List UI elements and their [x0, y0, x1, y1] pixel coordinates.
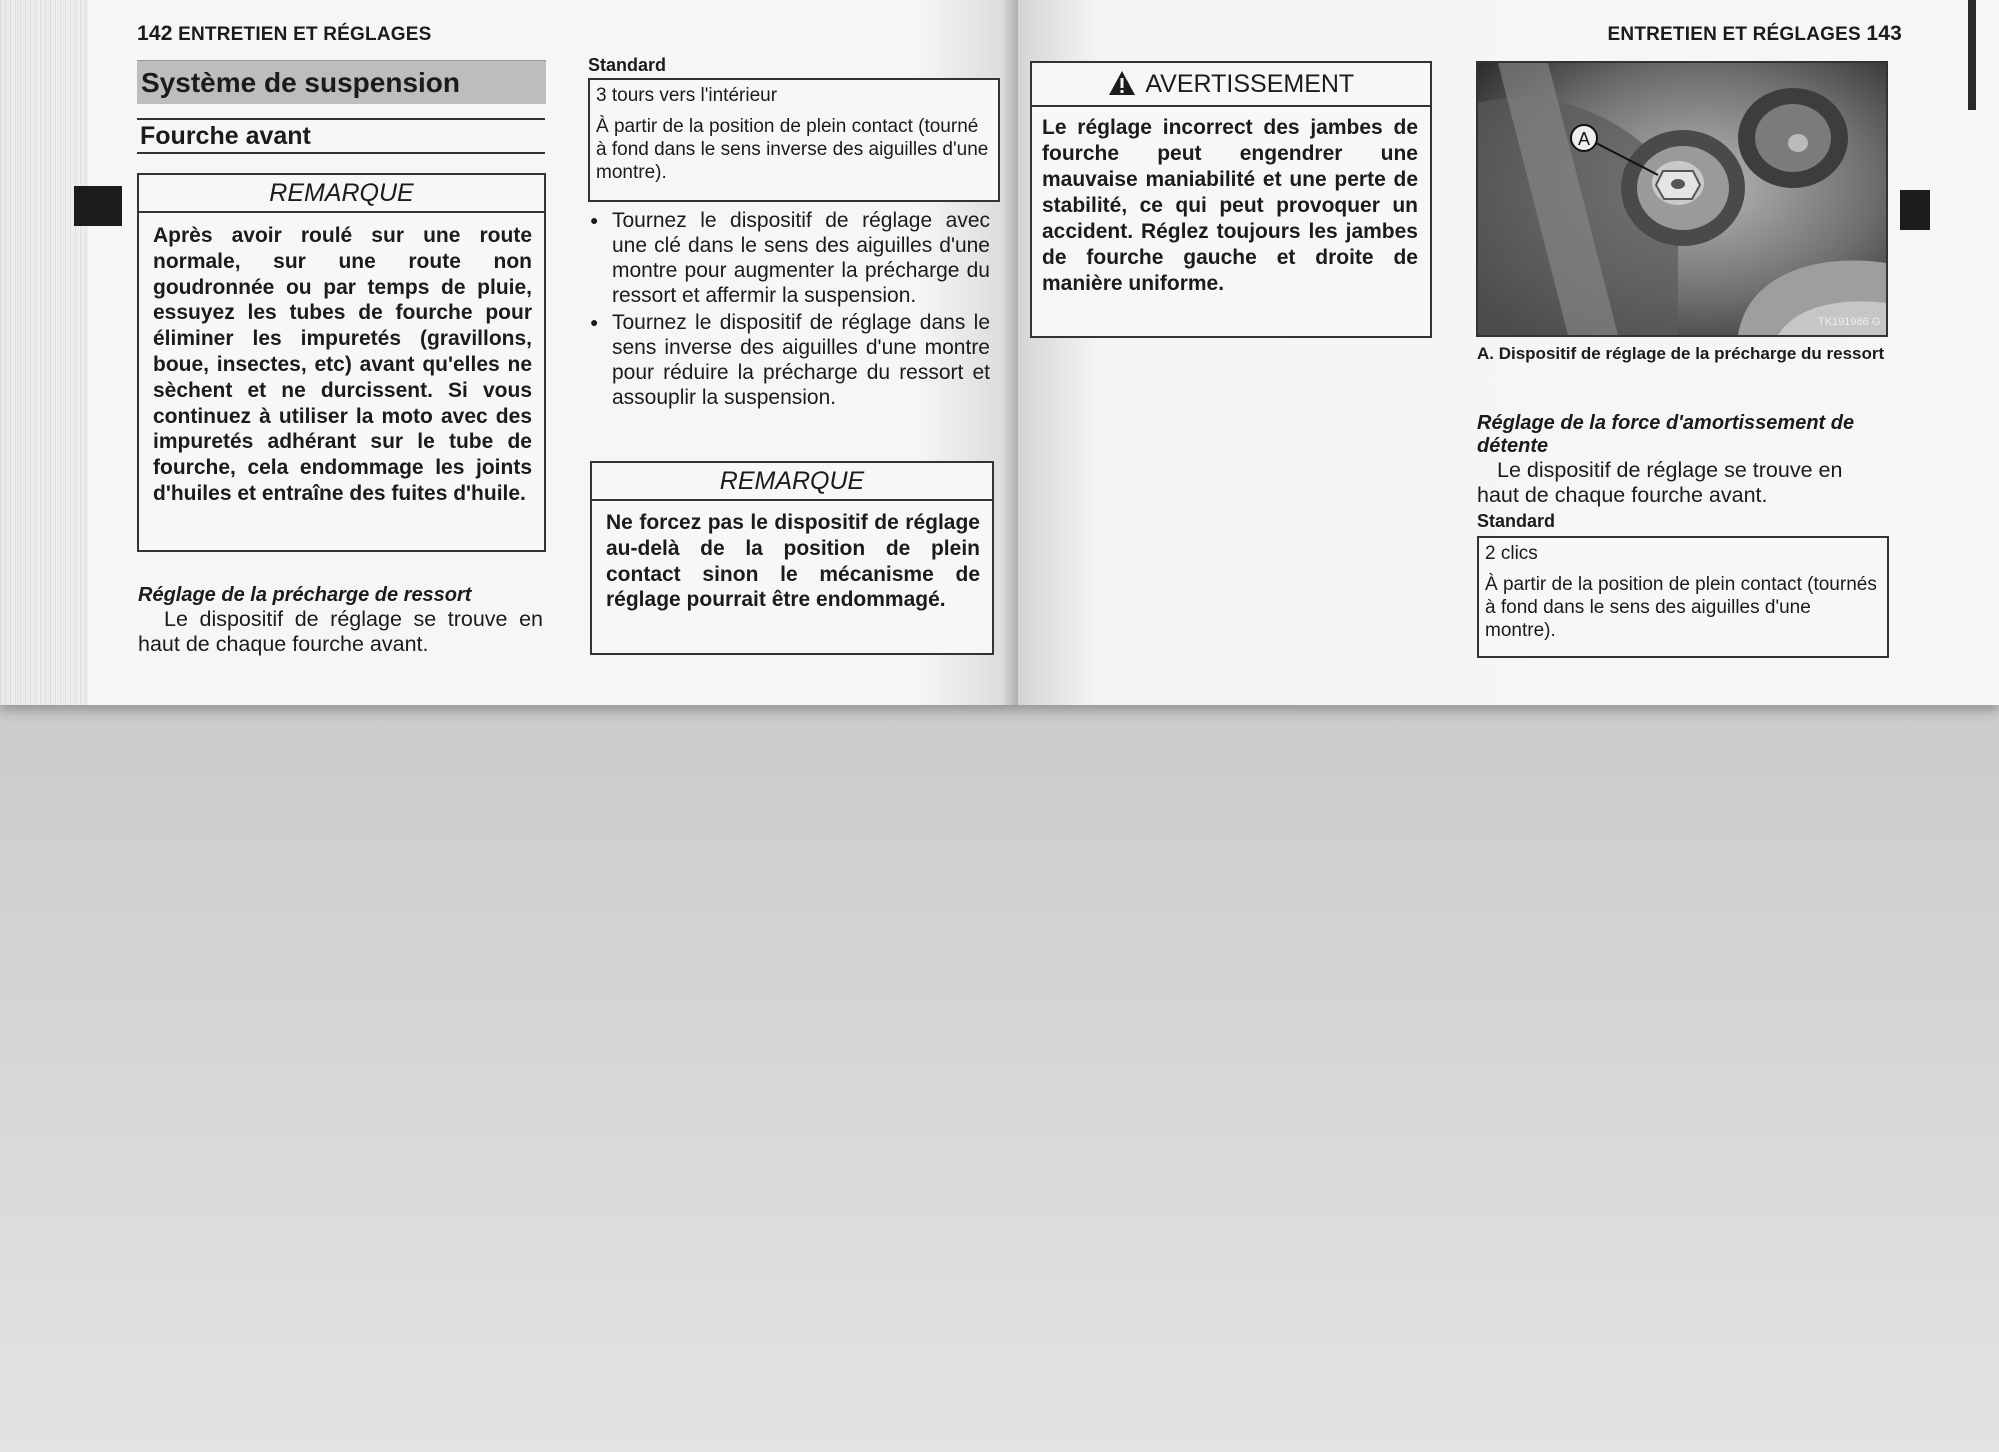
remarque-text: Après avoir roulé sur une route normale, sur une route non goudronnée ou par temps de pluie, essuyez les tubes de fourche pour éliminer les impuretés (gravillons, boue, insectes, etc) avant qu'elles ne sèchent et ne durcissent. Si vous continuez à utiliser la moto avec des impuretés adhérant sur le tube de fourche, cela endommage les joints d'huiles et entraîne des fuites d'huile. — [153, 224, 532, 505]
bullet-item: ● Tournez le dispositif de réglage dans le sens inverse des aiguilles d'une montre pour réduire la précharge du ressort et assouplir la suspension. — [590, 310, 990, 410]
warning-triangle-icon — [1108, 70, 1136, 96]
fork-adjuster-photo — [1476, 61, 1888, 337]
section-title: Système de suspension — [137, 60, 546, 104]
standard-label-right: Standard — [1477, 511, 1556, 531]
left-page-number: 142 — [137, 22, 173, 45]
remarque-box-2 — [590, 461, 994, 655]
standard-value: 2 clics — [1485, 543, 1538, 564]
warning-text: Le réglage incorrect des jambes de fourche peut engendrer une mauvaise maniabilité et une perte de stabilité, ce qui peut provoquer un accident. Réglez toujours les jambes de fourche gauche et droite de manière uniforme. — [1042, 116, 1418, 295]
left-page-header — [137, 22, 431, 46]
standard-note: À partir de la position de plein contact (tourné à fond dans le sens inverse des aiguilles d'une montre). — [596, 116, 989, 183]
remarque-heading: REMARQUE — [592, 463, 992, 501]
preload-text: Le dispositif de réglage se trouve en haut de chaque fourche avant. — [138, 607, 543, 656]
thumb-tab-marker — [74, 186, 122, 226]
book-spread — [0, 0, 1999, 705]
right-page-header — [1608, 22, 1902, 46]
rebound-heading: Réglage de la force d'amortissement de détente — [1477, 412, 1855, 457]
left-page-header-title: ENTRETIEN ET RÉGLAGES — [178, 24, 432, 45]
rebound-text: Le dispositif de réglage se trouve en haut de chaque fourche avant. — [1477, 458, 1843, 507]
right-page-number: 143 — [1866, 22, 1902, 45]
remarque-heading: REMARQUE — [139, 175, 544, 213]
remarque-text: Ne forcez pas le dispositif de réglage au-delà de la position de plein contact sinon le mécanisme de réglage pourrait être endommagé. — [606, 511, 980, 612]
warning-heading-text: AVERTISSEMENT — [1145, 70, 1355, 98]
standard-label: Standard — [588, 55, 667, 75]
bullet-item: ● Tournez le dispositif de réglage avec une clé dans le sens des aiguilles d'une montre pour augmenter la précharge du ressort et affermir la suspension. — [590, 208, 990, 308]
remarque-box-1 — [137, 173, 546, 552]
page-edges — [0, 0, 88, 705]
standard-box — [588, 78, 1000, 202]
standard-note: À partir de la position de plein contact (tournés à fond dans le sens des aiguilles d'une montre). — [1485, 574, 1877, 641]
preload-section — [138, 584, 543, 657]
adjust-bullets — [590, 208, 990, 412]
warning-heading — [1032, 63, 1430, 107]
figure-caption: A. Dispositif de réglage de la précharge du ressort — [1477, 344, 1885, 363]
rebound-section — [1477, 412, 1887, 508]
preload-heading: Réglage de la précharge de ressort — [138, 584, 472, 606]
thumb-tab-marker — [1900, 190, 1930, 230]
warning-box — [1030, 61, 1432, 338]
fork-photo-illustration — [1478, 63, 1886, 335]
figure-code: TK191986 G — [1818, 316, 1881, 328]
callout-letter: A — [1577, 129, 1591, 149]
subsection-title: Fourche avant — [137, 118, 545, 154]
right-page-header-title: ENTRETIEN ET RÉGLAGES — [1607, 24, 1861, 45]
page-edge-mark — [1968, 0, 1976, 110]
standard-value: 3 tours vers l'intérieur — [596, 85, 778, 106]
standard-box-right — [1477, 536, 1889, 658]
